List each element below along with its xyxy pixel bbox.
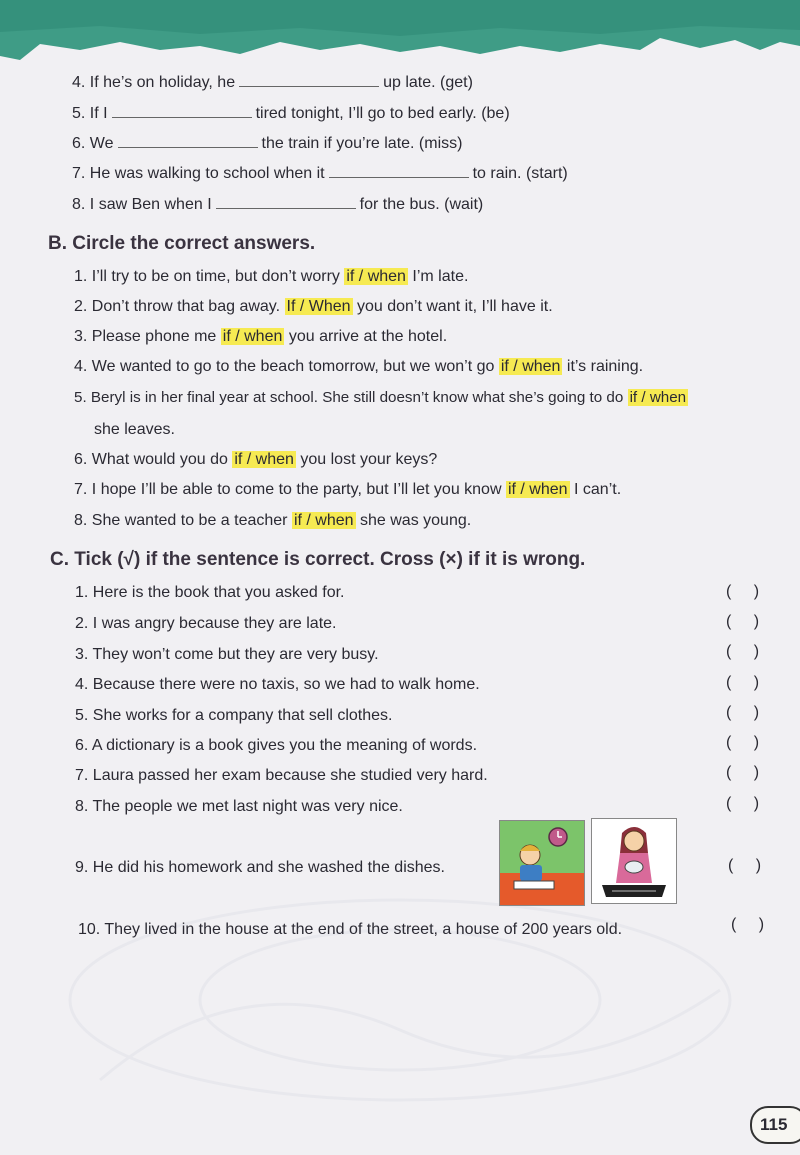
answer-brackets[interactable]: ( ) (726, 764, 760, 781)
answer-brackets[interactable]: ( ) (728, 857, 762, 874)
circle-item: 2. Don’t throw that bag away. If / When you don’t want it, I’ll have it. (74, 298, 553, 315)
girl-dishes-illustration (591, 818, 677, 904)
choice-highlight[interactable]: If / When (286, 298, 351, 315)
circle-item: 5. Beryl is in her final year at school. She still doesn’t know what she’s going to do if / when (74, 389, 687, 406)
section-c-heading: C. Tick (√) if the sentence is correct. Cross (×) if it is wrong. (50, 549, 586, 570)
answer-brackets[interactable]: ( ) (726, 613, 760, 630)
choice-highlight[interactable]: if / when (629, 389, 687, 406)
answer-brackets[interactable]: ( ) (726, 583, 760, 600)
choice-highlight[interactable]: if / when (500, 358, 561, 375)
circle-item: 8. She wanted to be a teacher if / when she was young. (74, 512, 472, 529)
section-b-heading: B. Circle the correct answers. (48, 233, 316, 254)
circle-item: 3. Please phone me if / when you arrive at the hotel. (74, 328, 448, 345)
answer-blank[interactable] (329, 163, 469, 178)
choice-highlight[interactable]: if / when (234, 451, 294, 468)
answer-brackets[interactable]: ( ) (726, 674, 760, 691)
tick-item: 2. I was angry because they are late. (75, 615, 337, 632)
background-watermark (40, 880, 760, 1110)
tick-item: 8. The people we met last night was very nice. (75, 798, 403, 815)
fill-in-item: 5. If I tired tonight, I’ll go to bed early. (be) (72, 105, 510, 122)
fill-in-item: 8. I saw Ben when I for the bus. (wait) (72, 196, 484, 213)
answer-blank[interactable] (112, 103, 252, 118)
tick-item: 9. He did his homework and she washed the dishes. (75, 859, 445, 876)
circle-item: 1. I’ll try to be on time, but don’t worry if / when I’m late. (74, 268, 469, 285)
circle-item: 6. What would you do if / when you lost your keys? (74, 451, 438, 468)
answer-blank[interactable] (118, 133, 258, 148)
fill-in-item: 7. He was walking to school when it to rain. (start) (72, 165, 568, 182)
tick-item: 1. Here is the book that you asked for. (75, 584, 345, 601)
tick-item: 7. Laura passed her exam because she studied very hard. (75, 767, 488, 784)
choice-highlight[interactable]: if / when (222, 328, 283, 345)
tick-item: 6. A dictionary is a book gives you the meaning of words. (75, 737, 478, 754)
page-number: 115 (750, 1106, 800, 1144)
answer-blank[interactable] (239, 72, 379, 87)
header-band (0, 0, 800, 80)
fill-in-item: 6. We the train if you’re late. (miss) (72, 135, 463, 152)
circle-item: 4. We wanted to go to the beach tomorrow, but we won’t go if / when it’s raining. (74, 358, 644, 375)
circle-item: 7. I hope I’ll be able to come to the party, but I’ll let you know if / when I can’t. (74, 481, 622, 498)
answer-brackets[interactable]: ( ) (726, 643, 760, 660)
answer-brackets[interactable]: ( ) (731, 916, 765, 933)
tick-item: 3. They won’t come but they are very busy. (75, 646, 379, 663)
choice-highlight[interactable]: if / when (293, 512, 354, 529)
tick-item: 4. Because there were no taxis, so we had to walk home. (75, 676, 480, 693)
answer-brackets[interactable]: ( ) (726, 734, 760, 751)
boy-homework-illustration (499, 820, 585, 906)
answer-blank[interactable] (216, 194, 356, 209)
choice-highlight[interactable]: if / when (507, 481, 568, 498)
tick-item: 5. She works for a company that sell clothes. (75, 707, 393, 724)
answer-brackets[interactable]: ( ) (726, 704, 760, 721)
choice-highlight[interactable]: if / when (346, 268, 406, 285)
circle-item-continuation: she leaves. (94, 421, 175, 438)
fill-in-item: 4. If he’s on holiday, he up late. (get) (72, 74, 473, 91)
answer-brackets[interactable]: ( ) (726, 795, 760, 812)
tick-item: 10. They lived in the house at the end of the street, a house of 200 years old. (78, 921, 623, 938)
